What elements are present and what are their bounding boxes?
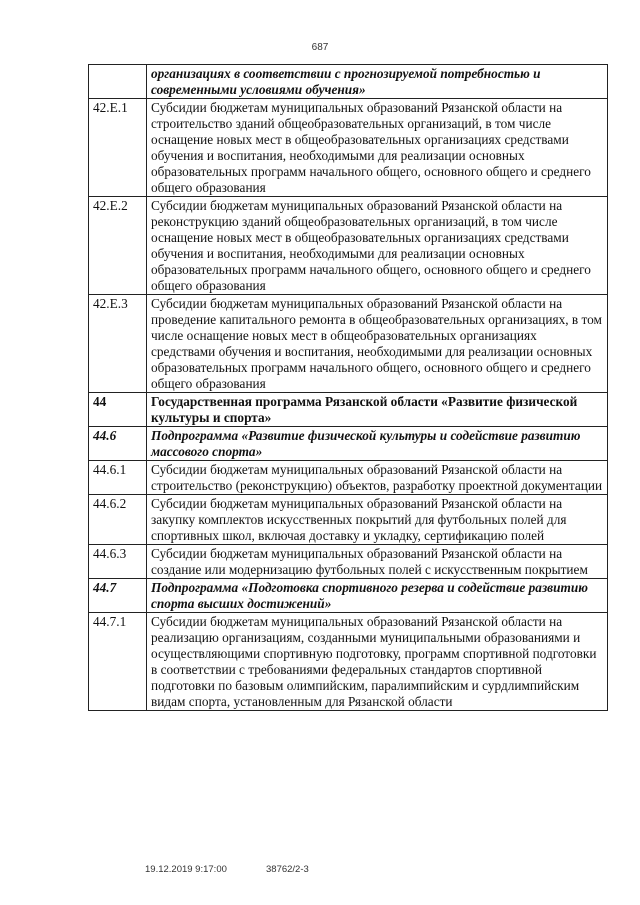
table-row: [89, 461, 608, 495]
footer-datetime: 19.12.2019 9:17:00: [145, 864, 227, 875]
row-text: Субсидии бюджетам муниципальных образований Рязанской области на создание или модернизацию футбольных полей с искусственным покрытием: [147, 545, 608, 579]
row-text: Субсидии бюджетам муниципальных образований Рязанской области на строительство зданий общеобразовательных организаций, в том числе оснащение новых мест в общеобразовательных организациях средствами обучения и воспитания, необходимыми для реализации основных образовательных программ начального общего, основного общего и среднего общего образования: [147, 99, 608, 197]
row-text: Подпрограмма «Подготовка спортивного резерва и содействие развитию спорта высших достижений»: [147, 579, 608, 613]
table-row: [89, 65, 608, 99]
table-row: [89, 99, 608, 197]
row-code: 44.7.1: [89, 613, 147, 711]
row-code: 42.E.2: [89, 197, 147, 295]
row-code: 44.6.2: [89, 495, 147, 545]
table-row: [89, 495, 608, 545]
table-row: [89, 613, 608, 711]
table-row: [89, 393, 608, 427]
row-code: 44: [89, 393, 147, 427]
row-code: 44.6.1: [89, 461, 147, 495]
row-code: 42.E.1: [89, 99, 147, 197]
table-row: [89, 427, 608, 461]
table-row: [89, 579, 608, 613]
row-text: Субсидии бюджетам муниципальных образований Рязанской области на реализацию организациям, созданными муниципальными образованиями и осуществляющими спортивную подготовку, программ спортивной подготовки в соответствии с требованиями федеральных стандартов спортивной подготовки по базовым олимпийским, паралимпийским и сурдлимпийским видам спорта, установленным для Рязанской области: [147, 613, 608, 711]
row-text: организациях в соответствии с прогнозируемой потребностью и современными условиями обучения»: [147, 65, 608, 99]
row-code: [89, 65, 147, 99]
row-code: 42.E.3: [89, 295, 147, 393]
table-row: [89, 545, 608, 579]
page-number: 687: [311, 42, 329, 53]
table-row: [89, 295, 608, 393]
row-text: Субсидии бюджетам муниципальных образований Рязанской области на проведение капитального ремонта в общеобразовательных организациях, в том числе оснащение новых мест в общеобразовательных организациях средствами обучения и воспитания, необходимыми для реализации основных образовательных программ начального общего, основного общего и среднего общего образования: [147, 295, 608, 393]
footer-doc-number: 38762/2-3: [266, 864, 309, 875]
subsidy-table: [88, 64, 608, 711]
row-text: Государственная программа Рязанской области «Развитие физической культуры и спорта»: [147, 393, 608, 427]
row-code: 44.7: [89, 579, 147, 613]
row-text: Субсидии бюджетам муниципальных образований Рязанской области на закупку комплектов искусственных покрытий для футбольных полей для спортивных школ, включая доставку и укладку, сертификацию полей: [147, 495, 608, 545]
table-row: [89, 197, 608, 295]
row-text: Субсидии бюджетам муниципальных образований Рязанской области на строительство (реконструкцию) объектов, разработку проектной документации: [147, 461, 608, 495]
row-code: 44.6: [89, 427, 147, 461]
row-text: Подпрограмма «Развитие физической культуры и содействие развитию массового спорта»: [147, 427, 608, 461]
row-text: Субсидии бюджетам муниципальных образований Рязанской области на реконструкцию зданий общеобразовательных организаций, в том числе оснащение новых мест в общеобразовательных организациях средствами обучения и воспитания, необходимыми для реализации основных образовательных программ начального общего, основного общего и среднего общего образования: [147, 197, 608, 295]
row-code: 44.6.3: [89, 545, 147, 579]
